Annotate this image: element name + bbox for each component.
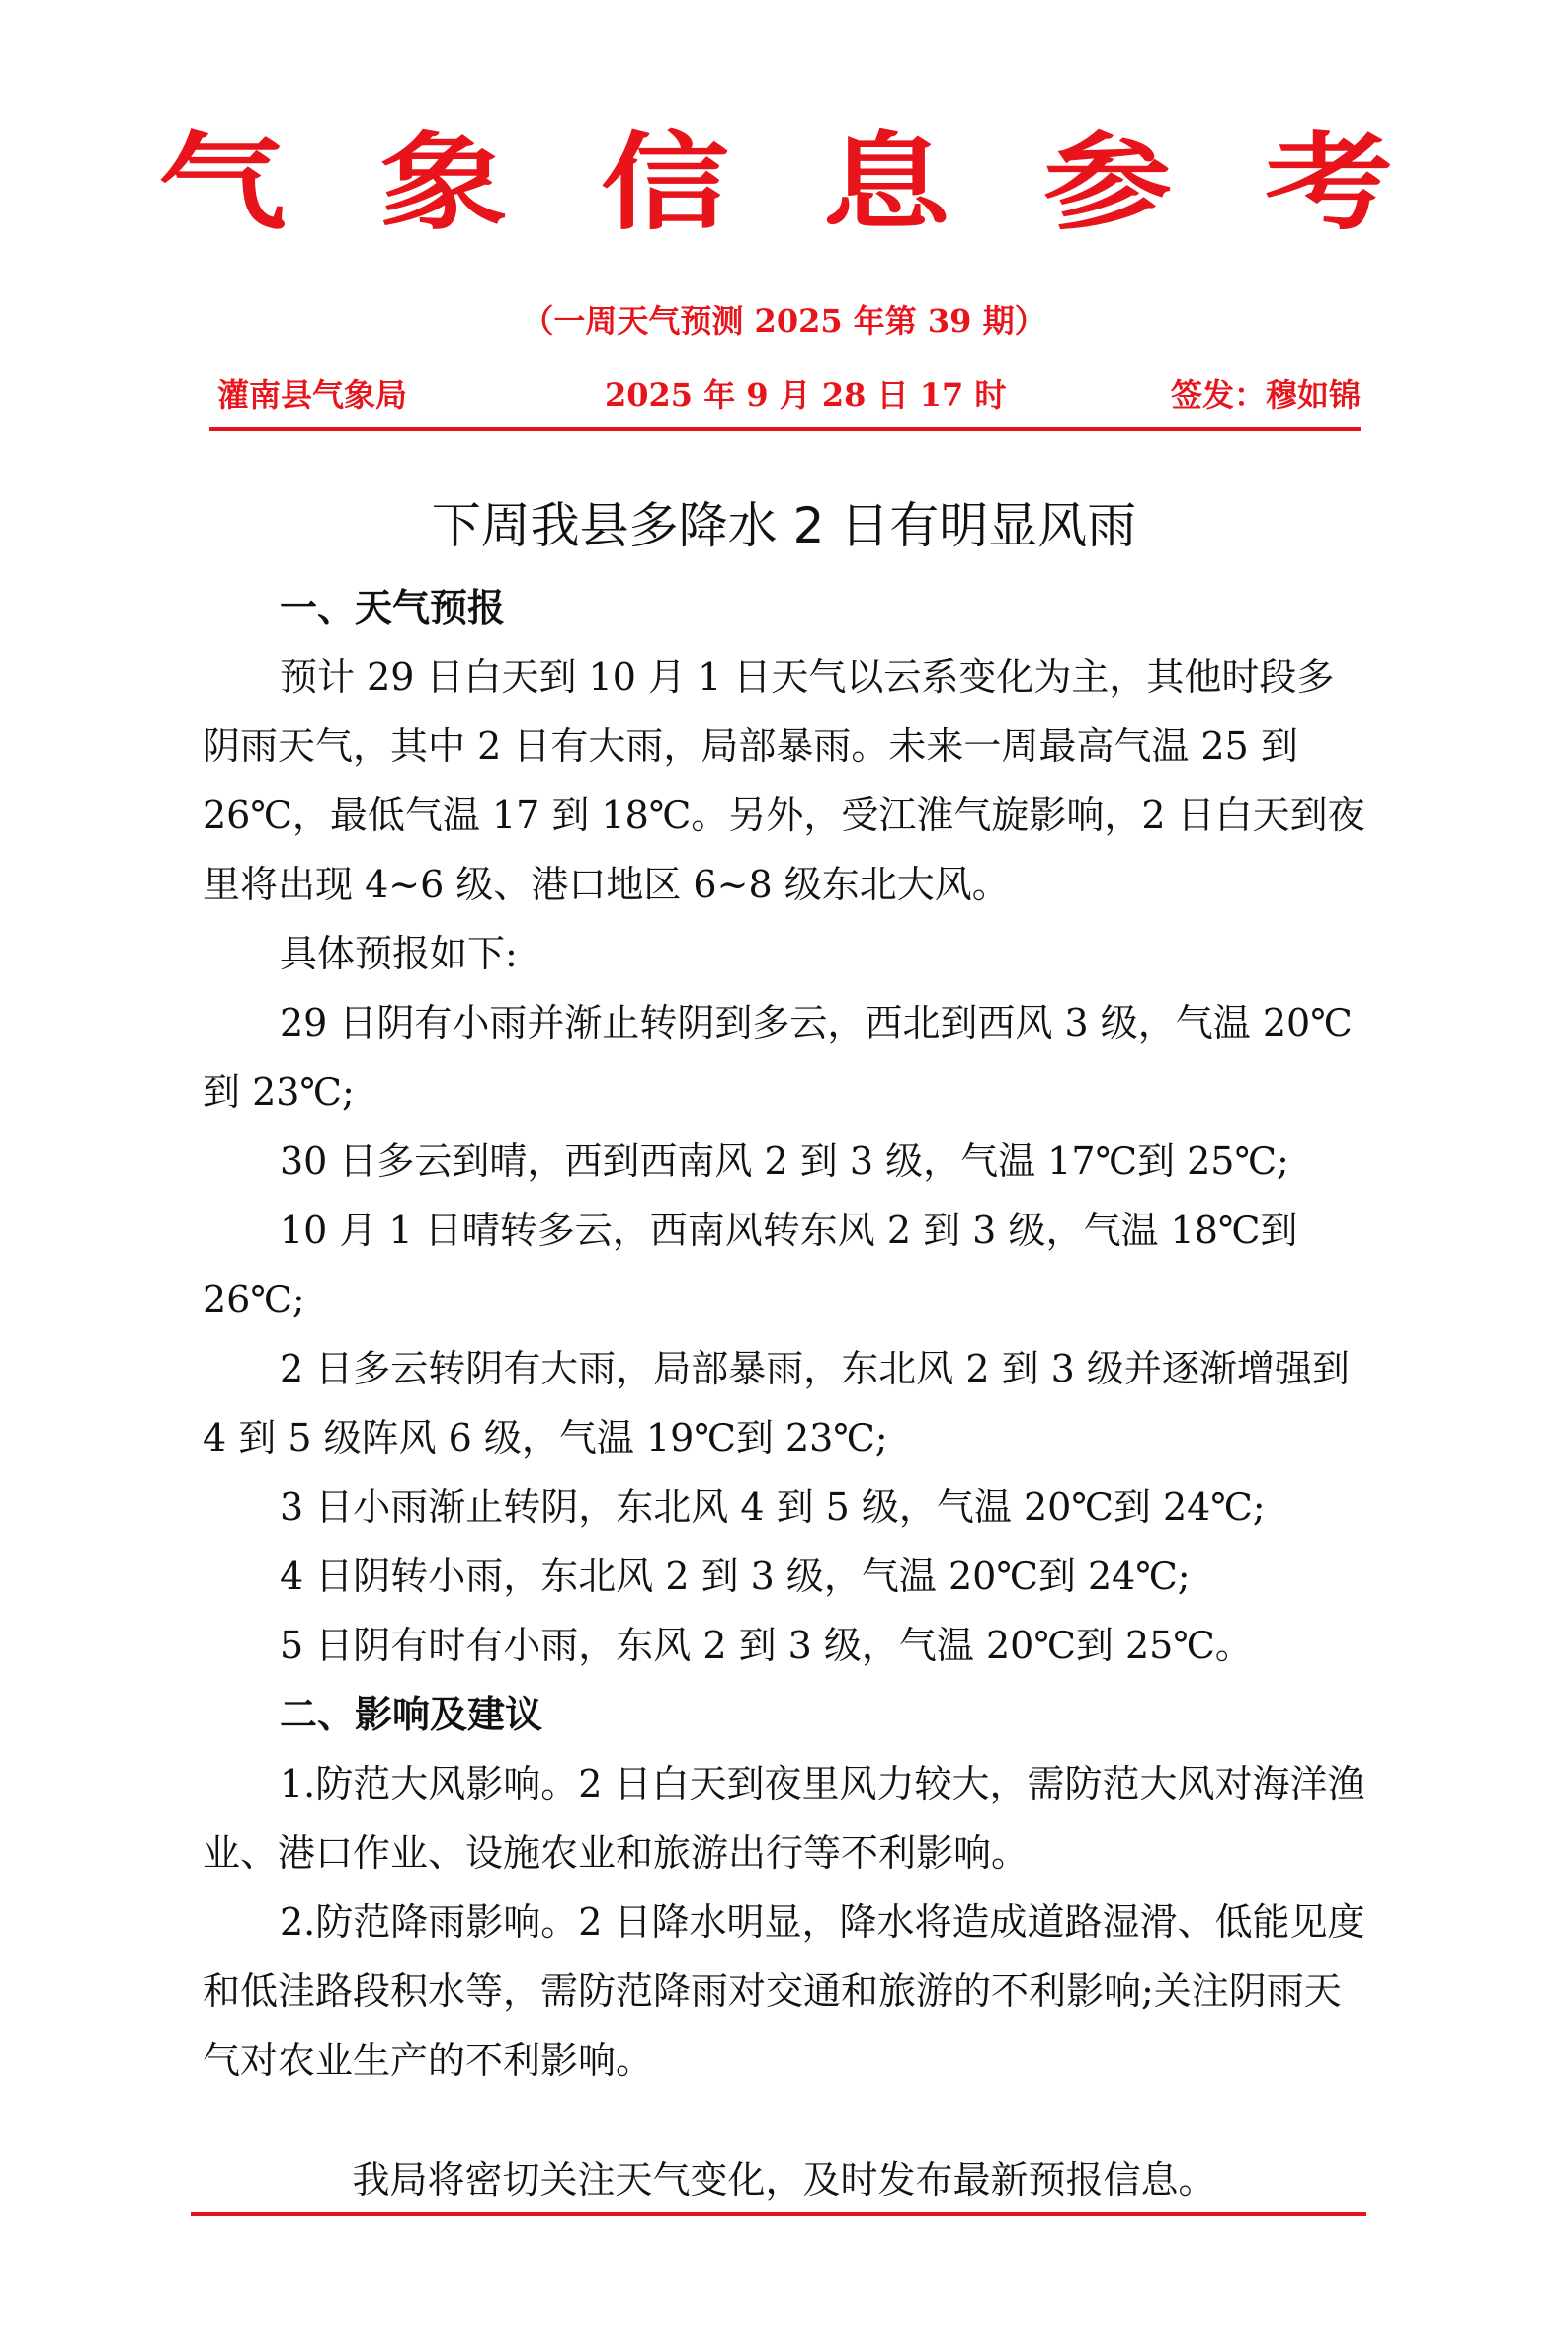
headline: 下周我县多降水 2 日有明显风雨 — [431, 497, 1137, 554]
issue-number: （一周天气预测 2025 年第 39 期） — [522, 302, 1046, 340]
paragraph: 2.防范降雨影响。2 日降水明显，降水将造成道路湿滑、低能见度和低洼路段积水等，需防范降雨对交通和旅游的不利影响;关注阴雨天气对农业生产的不利影响。 — [203, 1900, 1365, 2082]
paragraph: 10 月 1 日晴转多云，西南风转东风 2 到 3 级，气温 18℃到 26℃; — [203, 1209, 1298, 1321]
paragraph: 1.防范大风影响。2 日白天到夜里风力较大，需防范大风对海洋渔业、港口作业、设施农业和旅游出行等不利影响。 — [203, 1762, 1365, 1875]
paragraph: 5 日阴有时有小雨，东风 2 到 3 级，气温 20℃到 25℃。 — [280, 1624, 1253, 1667]
issuing-agency: 灌南县气象局 — [217, 377, 408, 414]
masthead-char: 考 — [1264, 121, 1393, 245]
paragraph: 29 日阴有小雨并渐止转阴到多云，西北到西风 3 级，气温 20℃到 23℃; — [203, 1001, 1353, 1114]
issue-date: 2025 年 9 月 28 日 17 时 — [605, 377, 1007, 414]
masthead-char: 象 — [378, 121, 508, 245]
issue-meta — [209, 371, 1361, 420]
masthead-char: 信 — [600, 121, 729, 245]
paragraph: 4 日阴转小雨，东北风 2 到 3 级，气温 20℃到 24℃; — [280, 1554, 1191, 1598]
document-body — [203, 573, 1368, 2095]
paragraph: 3 日小雨渐止转阴，东北风 4 到 5 级，气温 20℃到 24℃; — [280, 1485, 1266, 1529]
section-heading: 一、天气预报 — [280, 586, 506, 629]
paragraph: 2 日多云转阴有大雨，局部暴雨，东北风 2 到 3 级并逐渐增强到 4 到 5 级阵风 6 级，气温 19℃到 23℃; — [203, 1347, 1350, 1460]
paragraph: 30 日多云到晴，西到西南风 2 到 3 级，气温 17℃到 25℃; — [280, 1139, 1289, 1183]
closing-statement: 我局将密切关注天气变化，及时发布最新预报信息。 — [352, 2158, 1216, 2202]
masthead — [148, 109, 1403, 257]
masthead-char: 息 — [821, 121, 950, 245]
footer-divider — [191, 2212, 1366, 2216]
header-divider — [209, 427, 1361, 431]
masthead-char: 气 — [157, 121, 287, 245]
paragraph: 具体预报如下: — [280, 932, 518, 975]
signer: 签发：穆如锦 — [1170, 377, 1361, 414]
section-heading: 二、影响及建议 — [280, 1693, 543, 1736]
paragraph: 预计 29 日白天到 10 月 1 日天气以云系变化为主，其他时段多阴雨天气，其中 2 日有大雨，局部暴雨。未来一周最高气温 25 到 26℃，最低气温 17 到 18℃。另外，受江淮气旋影响，2 日白天到夜里将出现 4~6 级、港口地区 6~8 级东北大风。 — [203, 655, 1365, 906]
masthead-char: 参 — [1042, 121, 1172, 245]
